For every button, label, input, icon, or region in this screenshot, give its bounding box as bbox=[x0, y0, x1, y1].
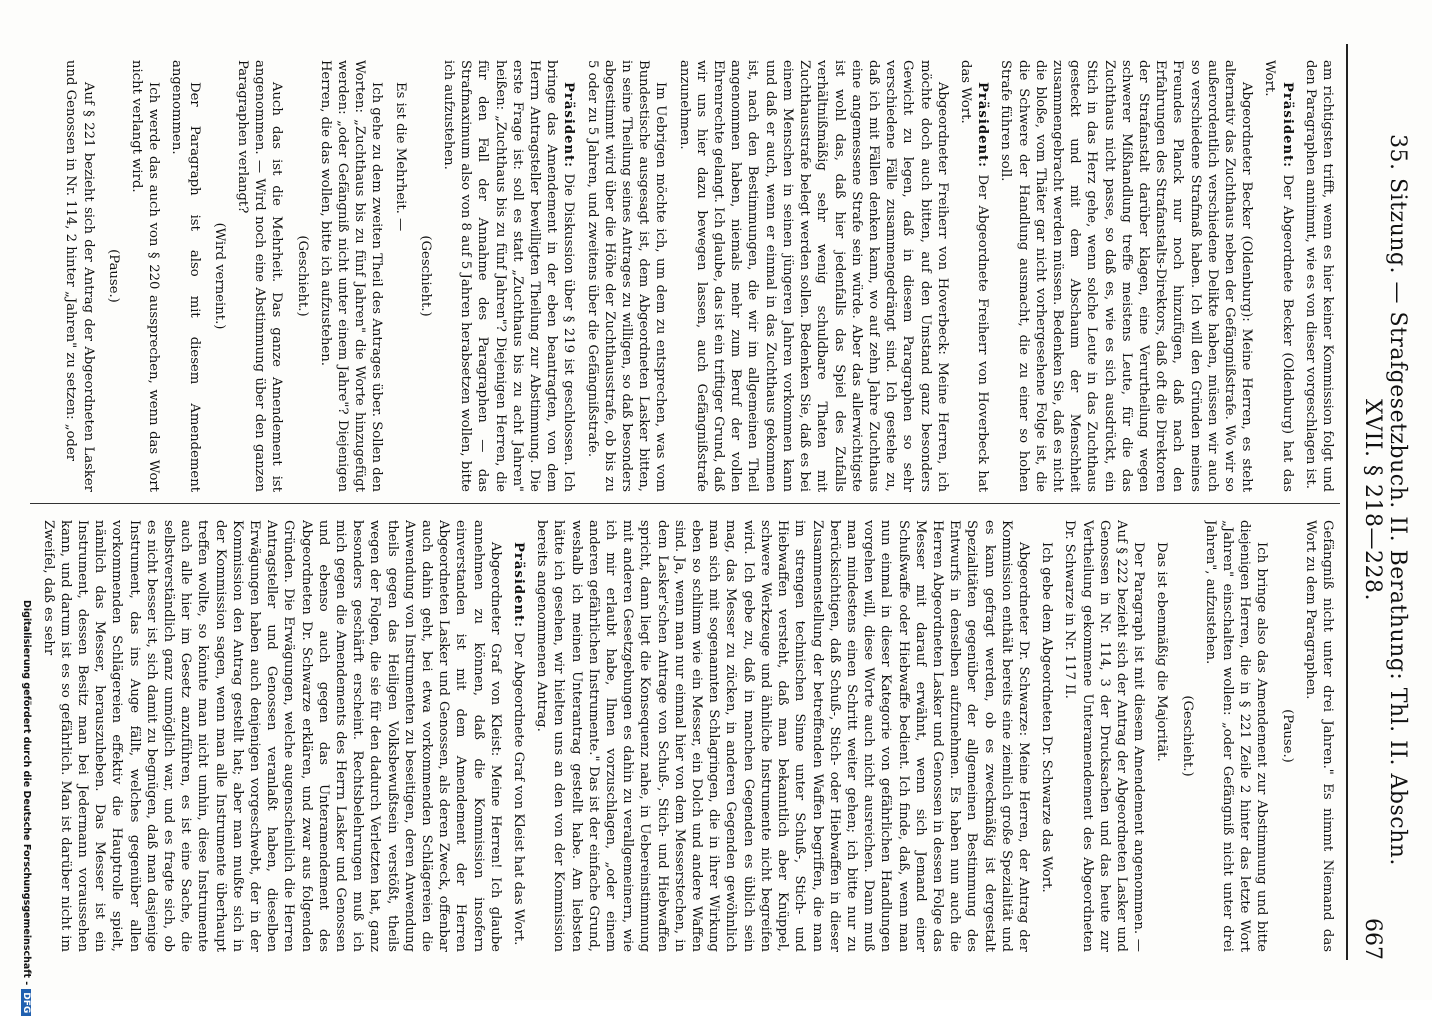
column-divider bbox=[30, 503, 1340, 504]
paragraph bbox=[1302, 60, 1336, 492]
paragraph-text: Die Diskussion über § 219 ist geschlossen. Ich bringe das Amendement in der eben beantragten, von dem Herrn Antragsteller bewilligten Theilung zur Abstimmung. Die erste Frage ist: soll es statt „Zuchthaus bis zu acht Jahren" heißen: „Zuchthaus bis zu fünf Jahren"? Diejenigen Herren, die für den Fall der Annahme des Paragraphen — das Strafmaximum also von 8 auf 5 Jahren herabsetzen wollen, bitte ich aufzustehen. bbox=[441, 60, 577, 492]
running-title: 35. Sitzung. — Strafgesetzbuch. II. Berathung: Thl. II. Abschn. XVII. § 218—228. bbox=[1360, 134, 1410, 866]
paragraph-text: Abgeordneter Graf von Kleist: Meine Herren! Ich glaube annehmen zu können, daß die Kommission insofern einverstanden ist mit dem Amendement der Herren Abgeordneten Lasker und Genossen, als deren Zweck, offenbar auch dahin geht, bei etwa vorkommenden Schlägereien die Anwendung von Instrumenten zu beseitigen, deren Anwendung theils gegen das Heiligen Volksbewußtsein verstößt, theils wegen der Folgen, die sie für den dadurch Verletzten hat, ganz besonders geschärft erscheint. Rechtsbelehrungen muß ich mich gegen die Amendements des Herrn Lasker und Genossen und ebenso auch gegen das Unteramendement des Abgeordneten Dr. Schwarze erklären, und zwar aus folgenden Gründen. Die Erwägungen, welche augenscheinlich die Herren Antragsteller und Genossen veranlaßt haben, dieselben Erwägungen haben auch denjenigen vorgeschwebt, der in der Kommission den Antrag gestellt hat; aber man mußte sich in der Kommission sagen, wenn man alle Instrumente überhaupt treffen wollte, so könnte man nicht umhin, diese Instrumente auch alle hier im Gesetz anzuführen, es ist eine Sache, die selbstverständlich ganz unmöglich war, und es fragte sich, ob es nicht besser ist, sich damit zu begnügen, daß man dasjenige Instrument, das ins Auge fällt, welches gegenüber allen vorkommenden Schlägereien effektiv die Hauptrolle spielt, nämlich das Messer, herauszuheben. Das Messer ist ein Instrument, dessen Besitz man bei Jedermann voraussehen kann, und darum ist es so gefährlich. Man ist darüber nicht im Zweifel, daß es sehr bbox=[40, 520, 503, 952]
left-column bbox=[24, 60, 1336, 492]
paragraph bbox=[583, 60, 669, 492]
paragraph bbox=[128, 60, 162, 492]
stage-direction: (Geschieht.) bbox=[1179, 695, 1195, 777]
paragraph bbox=[1261, 60, 1295, 492]
speaker-label: Präsident: bbox=[975, 82, 991, 169]
paragraph-text: Der Paragraph ist mit diesem Amendement angenommen. — Auf § 222 bezieht sich der Antrag der Abgeordneten Lasker und Genossen in Nr. 114, 3 der Drucksachen und das heute zur Vertheilung gekommene Unteramendement des Abgeordneten Dr. Schwarze in Nr. 117 II. bbox=[1062, 520, 1147, 952]
paragraph-text: Im Uebrigen möchte ich, um dem zu entsprechen, was vom Bundestische ausgesagt ist, dem Abgeordneten Lasker bitten, in seine Theilung seines Antrages zu willigen, so daß besonders abgestimmt wird über die Höhe der Zuchthausstrafe, ob bis zu 5 oder zu 5 Jahren, und zweitens über die Gefängnißstrafe. bbox=[584, 60, 669, 492]
paragraph-text: Das ist ebenmäßig die Majorität. bbox=[1154, 542, 1170, 762]
paragraph bbox=[675, 60, 950, 492]
paragraph-text: Der Paragraph ist also mit diesem Amendement angenommen. bbox=[169, 60, 202, 492]
paragraph-text: Abgeordneter Dr. Schwarze: Meine Herren, der Antrag der Kommission enthält bereits eine ziemlich große Spezialität und es kann gefragt werden, ob es zweckmäßig ist dergestalt Spezialitäten gegenüber der allgemeinen Bestimmung des Entwurfs in denselben aufzunehmen. Es haben nun auch die Herren Abgeordneten Lasker und Genossen in dessen Folge das Messer mit darauf erwähnt, wenn sich Jemand einer Schußwaffe oder Hiebwaffe bedient. Ich finde, daß, wenn man nun einmal in dieser Kategorie von gefährlichen Handlungen vorgehen will, diese Worte auch nicht ausreichen. Dann muß man mindestens einen Schritt weiter gehen; ich bitte nur zu berücksichtigen, daß Schuß-, Stich- oder Hiebwaffen in dieser Zusammenstellung der betreffenden Waffen begriffen, die man im strengen technischen Sinne unter Schuß-, Stich- und Hiebwaffen versteht, daß man bekanntlich aber Knüppel, schwere Werkzeuge und ähnliche Instrumente nicht begreifen wird. Ich gebe zu, daß in manchen Gegenden es üblich sein mag, das Messer zu zücken, in anderen Gegenden gewöhnlich man sich mit sogenannten Schlagringen, die in ihrer Wirkung eben so schlimm wie ein Messer, ein Dolch und andere Waffen sind. Ja, wenn man nur einmal hier von dem Messerstechen, in dem Lasker'schen Antrage von Schuß-, Stich- und Hiebwaffen spricht, dann liegt die Konsequenz nahe, in Uebereinstimmung mit anderen Gesetzgebungen es dahin zu verallgemeinern, wie ich mir erlaubt habe, Ihnen vorzuschlagen, „oder einem anderen gefährlichen Instrumente." Das ist der einfache Grund, weshalb ich meinen Unterantrag gestellt habe. Am liebsten hätte ich gesehen, wir hielten uns an den von der Kommission bereits angenommenen Antrag. bbox=[534, 520, 1031, 952]
paragraph-text: Der Abgeordnete Graf von Kleist hat das Wort. bbox=[511, 632, 527, 946]
speaker-label: Präsident: bbox=[511, 542, 527, 629]
paragraph bbox=[62, 60, 96, 492]
paragraph bbox=[1202, 520, 1271, 952]
paragraph-text: Ich gehe zu dem zweiten Theil des Antrages über. Sollen den Worten: „Zuchthaus bis zu fünf Jahren" die Worte hinzugefügt werden: „oder Gefängniß nicht unter einem Jahre"? Diejenigen Herren, die das wollen, bitte ich aufzustehen. bbox=[317, 60, 385, 492]
paragraph-text: Auch das ist die Mehrheit. Das ganze Amendement ist angenommen. — Wird noch eine Abstimmung über den ganzen Paragraphen verlangt? bbox=[235, 60, 285, 492]
stage-direction: (Wird verneint.) bbox=[211, 222, 227, 330]
paragraph-text: Der Abgeordnete Becker (Oldenburg) hat das Wort. bbox=[1262, 60, 1295, 492]
paragraph-text: Ich werde das auch von § 220 aussprechen, wenn das Wort nicht verlangt wird. bbox=[129, 60, 162, 492]
stage-direction: (Pause.) bbox=[1279, 709, 1295, 763]
speaker-label: Präsident: bbox=[1279, 82, 1295, 169]
paragraph bbox=[1302, 520, 1336, 952]
paragraph-text: Gefängniß nicht unter drei Jahren." Es nimmt Niemand das Wort zu dem Paragraphen. bbox=[1302, 520, 1335, 952]
speaker-label: Präsident: bbox=[561, 82, 577, 169]
paragraph bbox=[533, 520, 1032, 952]
paragraph-text: Es ist die Mehrheit. — bbox=[392, 82, 408, 232]
header-rule bbox=[1346, 44, 1348, 960]
paragraph bbox=[1038, 520, 1055, 952]
credit-text: Digitalisierung gefördert durch die Deutsche Forschungsgemeinschaft - bbox=[21, 600, 32, 986]
paragraph-text: Abgeordneter Becker (Oldenburg): Meine Herren, es steht alternativ das Zuchthaus neben der Gefängnißstrafe. Wo wir so außerordentlich verschiedene Delikte haben, müssen wir auch so verschiedene Strafmaß haben. Ich will den Gründen meines Freundes Planck nur noch hinzufügen, daß nach den Erfahrungen des Strafanstalts-Direktors, daß oft die Direktoren der Strafanstalt darüber klagen, eine Verurtheilung wegen schwerer Mißhandlung treffe meistens Leute, für die das Zuchthaus nicht passe, so daß es, wie es sich ausdrückt, ein Stich in das Herz gehe, wenn solche Leute in das Zuchthaus gesteckt und mit dem Abschaum der Menschheit zusammengebracht werden müssen. Bedenken Sie, daß es nicht die bloße, vom Thäter gar nicht vorhergesehene Folge ist, die die Schwere der Handlung ausmacht, die zu einer so hohen Strafe führen soll. bbox=[998, 60, 1255, 492]
dfg-logo: DFG bbox=[21, 989, 31, 1016]
paragraph bbox=[957, 60, 991, 492]
paragraph bbox=[39, 520, 503, 952]
paragraph bbox=[997, 60, 1255, 492]
page-header bbox=[1360, 40, 1424, 960]
right-column bbox=[24, 520, 1336, 952]
paragraph-text: Ich gebe dem Abgeordneten Dr. Schwarze das Wort. bbox=[1039, 542, 1055, 893]
paragraph bbox=[510, 520, 527, 952]
paragraph-text: Auf § 221 bezieht sich der Antrag der Abgeordneten Lasker und Genossen in Nr. 114, 2 hinter „Jahren" zu setzen: „oder bbox=[63, 60, 96, 492]
stage-direction: (Geschieht.) bbox=[294, 235, 310, 317]
paragraph bbox=[317, 60, 386, 492]
paragraph bbox=[440, 60, 578, 492]
paragraph bbox=[1153, 520, 1170, 952]
paragraph-text: am richtigsten trifft, wenn es hier keiner Kommission folgt und den Paragraphen annimmt, wie es von dieser vorgeschlagen ist. bbox=[1302, 60, 1335, 492]
page-number: 667 bbox=[1360, 918, 1385, 960]
paragraph-text: Abgeordneter Freiherr von Hoverbeck: Meine Herren, ich möchte doch auch bitten, auf den Umstand ganz besonders Gewicht zu legen, daß in diesem Paragraphen so sehr verschiedene Fälle zusammengedrängt sind. Ich gestehe zu, daß ich mit Fällen denken kann, wo auf zehn Jahre Zuchthaus eine angemessene Strafe sein würde. Aber das allerwichtigste ist wohl das, daß hier jedenfalls das Spiel des Zufalls verhältnißmäßig sehr wenig schuldbare Thaten mit Zuchthausstrafe belegt werden sollen. Bedenken Sie, daß es bei einem Menschen in seinen jüngeren Jahren vorkommen kann und daß er auch, wenn er einmal in das Zuchthaus gekommen ist, nach den Bestimmungen, die wir im allgemeinen Theil angenommen haben, niemals mehr zum Beruf der vollen Ehrenrechte gelangt. Ich glaube, das ist ein triftiger Grund, daß wir uns hier dazu bewegen lassen, auch Gefängnißstrafe anzunehmen. bbox=[676, 60, 950, 492]
stage-direction: (Pause.) bbox=[105, 249, 121, 303]
paragraph-text: Der Abgeordnete Freiherr von Hoverbeck hat das Wort. bbox=[957, 60, 991, 492]
paragraph bbox=[1061, 520, 1147, 952]
paragraph bbox=[391, 60, 408, 492]
paragraph bbox=[168, 60, 202, 492]
digitization-credit bbox=[14, 600, 32, 1014]
paragraph-text: Ich bringe also das Amendement zur Abstimmung und bitte diejenigen Herren, die in § 221 Zeile 2 hinter das letzte Wort „Jahren" einschalten wollen: „oder Gefängniß nicht unter drei Jahren", aufzustehen. bbox=[1202, 520, 1270, 952]
paragraph bbox=[234, 60, 286, 492]
stage-direction: (Geschieht.) bbox=[417, 235, 433, 317]
